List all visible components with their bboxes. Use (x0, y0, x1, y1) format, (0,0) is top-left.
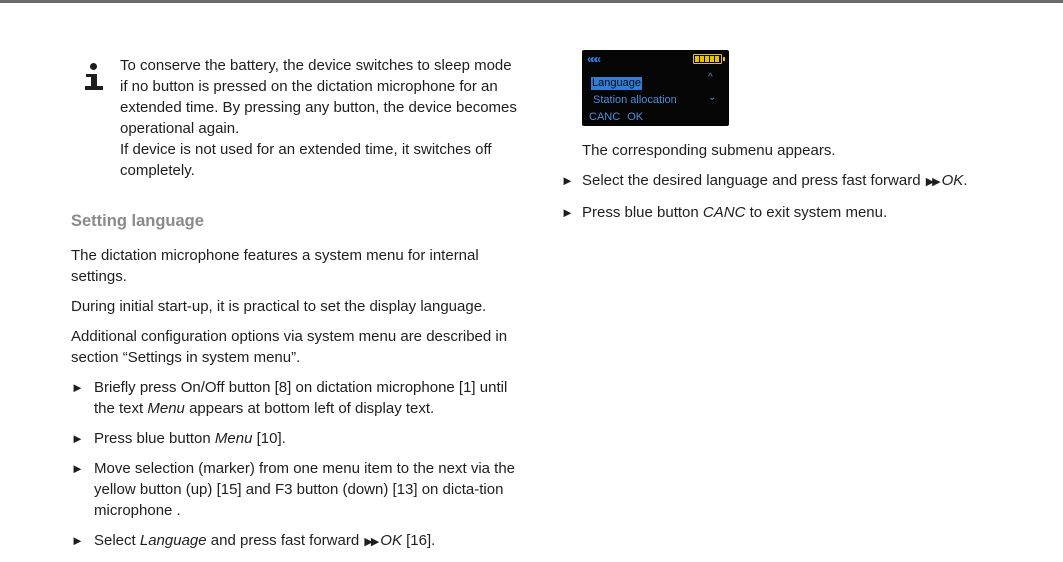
paragraph: During initial start-up, it is practical to set the display language. (71, 298, 487, 315)
device-display (582, 50, 729, 126)
info-note-text (120, 55, 522, 181)
back-arrows-icon: ««« (587, 52, 599, 66)
left-column (71, 245, 523, 562)
info-note-line: If device is not used for an extended time, it switches off completely. (120, 141, 492, 179)
info-icon (82, 63, 106, 93)
instruction-step: ► Press blue button CANC to exit system menu. (561, 204, 888, 221)
instruction-step: ► Move selection (marker) from one menu item to the next via the yellow button (up) [15] and F3 button (down) [13] on dicta-tion microphone . (71, 460, 516, 519)
section-heading: Setting language (71, 212, 204, 230)
display-menu-item: Station allocation (593, 94, 677, 106)
fast-forward-icon: ▶▶ (925, 176, 939, 188)
bullet-arrow-icon: ► (561, 173, 574, 188)
bullet-arrow-icon: ► (71, 431, 84, 446)
instruction-step: ► Select Language and press fast forward ▶▶ OK [16]. (71, 532, 436, 549)
bullet-arrow-icon: ► (71, 380, 84, 395)
instruction-step: ► Select the desired language and press fast forward ▶▶ OK. (561, 172, 968, 189)
info-note-line: To conserve the battery, the device switches to sleep mode if no button is pressed on the dictation microphone for an extended time. By pressing any button, the device becomes operational again. (120, 57, 517, 137)
paragraph: Additional configuration options via system menu are described in section “Settings in system menu”. (71, 328, 508, 366)
bullet-arrow-icon: ► (71, 461, 84, 476)
fast-forward-icon: ▶▶ (364, 536, 378, 548)
right-column (561, 140, 1031, 232)
scroll-down-icon: ⌄ (708, 92, 717, 103)
instruction-step: ► Press blue button Menu [10]. (71, 430, 286, 447)
paragraph: The dictation microphone features a system menu for internal settings. (71, 247, 479, 285)
top-rule (0, 0, 1063, 3)
scroll-up-icon: ^ (708, 72, 713, 83)
info-note (82, 55, 522, 181)
instruction-step: ► Briefly press On/Off button [8] on dictation microphone [1] until the text Menu appears at bottom left of display text. (71, 379, 508, 417)
display-menu-item-selected: Language (592, 77, 641, 89)
bullet-arrow-icon: ► (71, 533, 84, 548)
display-softkeys: CANC OK (589, 111, 644, 123)
battery-icon (693, 54, 722, 64)
bullet-arrow-icon: ► (561, 205, 574, 220)
caption: The corresponding submenu appears. (582, 142, 836, 159)
